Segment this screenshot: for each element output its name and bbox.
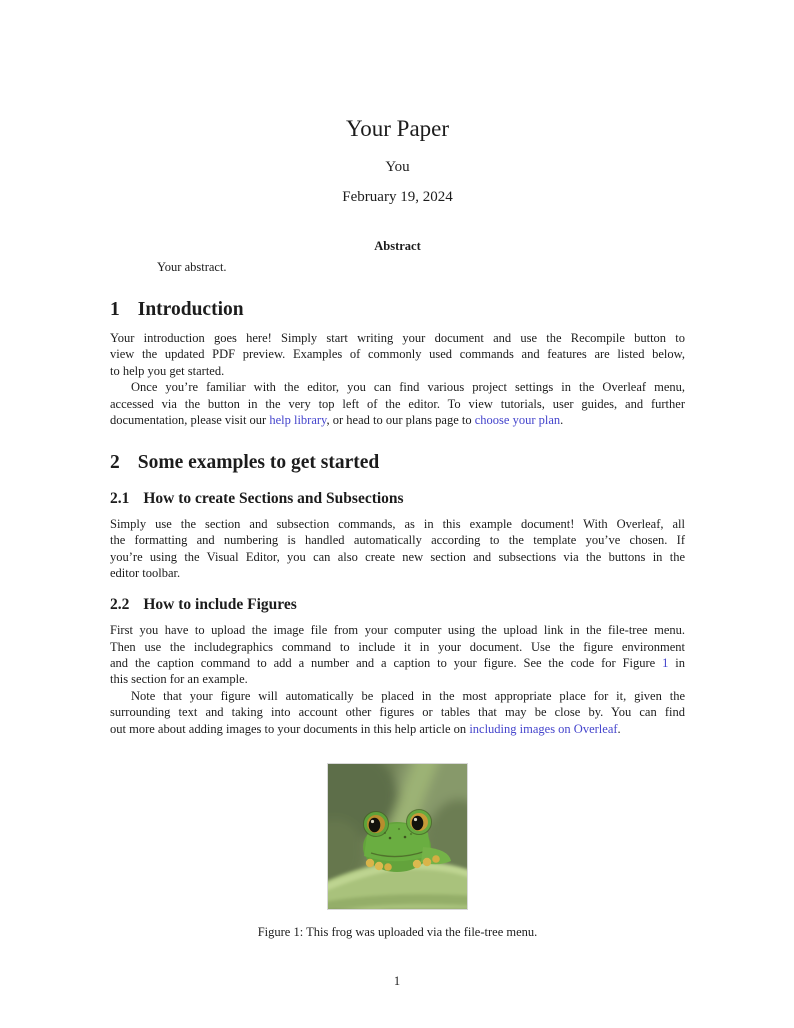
heading-title: Some examples to get started [137, 452, 380, 474]
text-run: accessed via the button in the very top left of the editor. To view tutorials, user guides, and further [110, 396, 685, 411]
text-run: you’re using the Visual Editor, you can also create new section and subsections via the buttons in the [110, 549, 685, 564]
text-line [110, 622, 685, 638]
text-run: editor toolbar. [110, 565, 181, 580]
section-heading-1 [110, 299, 685, 321]
heading-number: 2.2 [110, 596, 130, 614]
text-line [110, 330, 685, 346]
paper-title: Your Paper [345, 116, 450, 141]
paragraph [110, 330, 685, 379]
text-line [110, 412, 685, 428]
text-run: in [668, 655, 685, 670]
text-run: this section for an example. [110, 672, 248, 687]
figure-1-caption: Figure 1: This frog was uploaded via the file-tree menu. [257, 924, 538, 939]
paper-author: You [385, 158, 410, 175]
heading-title: How to include Figures [143, 596, 297, 614]
paragraph [110, 379, 685, 428]
text-line [110, 379, 685, 395]
text-run: , or head to our plans page to [326, 413, 475, 428]
text-line [110, 532, 685, 548]
hyperlink[interactable]: choose your plan [474, 413, 561, 428]
paper-date: February 19, 2024 [342, 188, 453, 205]
heading-number: 2 [110, 452, 120, 474]
text-line [110, 688, 685, 704]
hyperlink[interactable]: including images on Overleaf [469, 721, 618, 736]
text-run: out more about adding images to your documents in this help article on [110, 721, 470, 736]
text-run: Then use the includegraphics command to include it in your document. Use the figure environment [110, 639, 685, 654]
text-run: Your introduction goes here! Simply start writing your document and use the Recompile button to [110, 331, 685, 346]
text-line [110, 565, 685, 581]
text-run: . [560, 413, 564, 428]
text-line [110, 363, 685, 379]
text-line [110, 671, 685, 687]
figure-1 [110, 763, 685, 910]
hyperlink[interactable]: help library [269, 413, 327, 428]
text-line [110, 704, 685, 720]
text-run: Simply use the section and subsection commands, as in this example document! With Overleaf, all [110, 516, 685, 531]
text-run: the formatting and numbering is handled automatically according to the template you’ve chosen. If [110, 533, 685, 548]
text-line [110, 396, 685, 412]
heading-number: 2.1 [110, 489, 130, 507]
text-line [110, 516, 685, 532]
text-run: Note that your figure will automatically be placed in the most appropriate place for it, given the [131, 688, 685, 703]
text-line [110, 721, 685, 737]
hyperlink[interactable]: 1 [662, 655, 669, 670]
text-line [110, 655, 685, 671]
text-line [110, 346, 685, 362]
text-run: documentation, please visit our [110, 413, 270, 428]
text-line [110, 639, 685, 655]
page-number: 1 [393, 974, 401, 988]
subsection-heading-2-2 [110, 596, 685, 614]
paragraph [110, 516, 685, 582]
paragraph [110, 688, 685, 737]
abstract-text: Your abstract. [157, 259, 227, 274]
text-run: . [617, 721, 621, 736]
text-line [110, 549, 685, 565]
text-run: Once you’re familiar with the editor, you can find various project settings in the Overleaf menu, [131, 380, 685, 395]
heading-title: How to create Sections and Subsections [143, 489, 404, 507]
paragraph [110, 622, 685, 688]
subsection-heading-2-1 [110, 490, 685, 508]
section-heading-2 [110, 452, 685, 474]
text-run: First you have to upload the image file from your computer using the upload link in the file-tree menu. [110, 623, 685, 638]
frog-photo [327, 763, 468, 910]
text-run: and the caption command to add a number and a caption to your figure. See the code for Figure [110, 655, 663, 670]
heading-number: 1 [110, 298, 120, 320]
text-run: view the updated PDF preview. Examples of commonly used commands and features are listed below, [110, 347, 685, 362]
document-body [110, 299, 685, 737]
heading-title: Introduction [137, 298, 244, 320]
abstract-heading: Abstract [374, 238, 421, 253]
text-run: to help you get started. [110, 363, 225, 378]
text-run: surrounding text and taking into account other figures or tables that may be close by. You can find [110, 705, 685, 720]
document-column [110, 0, 685, 940]
